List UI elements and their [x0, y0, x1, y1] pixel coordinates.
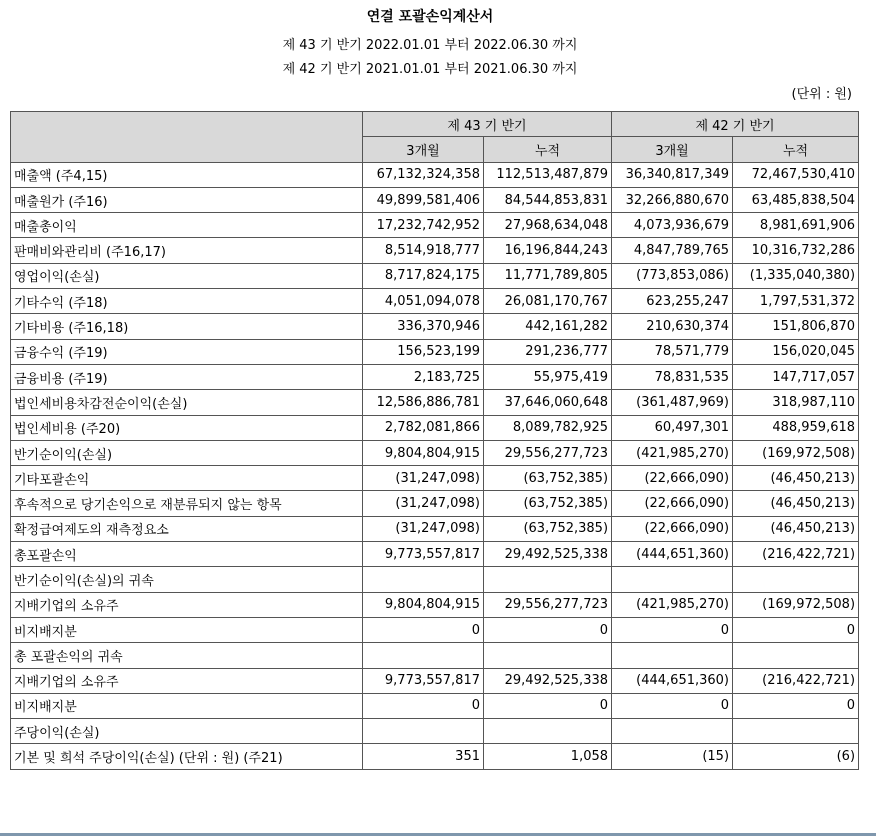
- row-value: 84,544,853,831: [484, 187, 612, 212]
- row-value: (31,247,098): [363, 516, 484, 541]
- row-value: 60,497,301: [612, 415, 733, 440]
- row-value: 0: [733, 693, 859, 718]
- row-value: 10,316,732,286: [733, 238, 859, 263]
- row-value: 8,089,782,925: [484, 415, 612, 440]
- row-value: 11,771,789,805: [484, 263, 612, 288]
- table-row: [11, 668, 859, 693]
- row-value: 29,492,525,338: [484, 668, 612, 693]
- row-value: 32,266,880,670: [612, 187, 733, 212]
- label-header-cell: [11, 112, 363, 163]
- row-value: [363, 567, 484, 592]
- row-value: 9,804,804,915: [363, 592, 484, 617]
- row-label: 반기순이익(손실): [11, 440, 363, 465]
- table-row: [11, 415, 859, 440]
- row-label: 지배기업의 소유주: [11, 668, 363, 693]
- row-value: 0: [612, 617, 733, 642]
- row-value: (46,450,213): [733, 516, 859, 541]
- row-value: 442,161,282: [484, 314, 612, 339]
- row-value: 151,806,870: [733, 314, 859, 339]
- row-value: 112,513,487,879: [484, 162, 612, 187]
- row-value: 36,340,817,349: [612, 162, 733, 187]
- row-value: (169,972,508): [733, 592, 859, 617]
- row-label: 판매비와관리비 (주16,17): [11, 238, 363, 263]
- row-value: [484, 719, 612, 744]
- table-row: [11, 364, 859, 389]
- table-row: [11, 719, 859, 744]
- row-value: (169,972,508): [733, 440, 859, 465]
- row-value: (31,247,098): [363, 491, 484, 516]
- row-value: 0: [484, 693, 612, 718]
- row-value: 8,981,691,906: [733, 213, 859, 238]
- row-label: 비지배지분: [11, 693, 363, 718]
- row-value: [363, 643, 484, 668]
- row-label: 확정급여제도의 재측정요소: [11, 516, 363, 541]
- unit-label: (단위 : 원): [791, 87, 852, 102]
- row-label: 후속적으로 당기손익으로 재분류되지 않는 항목: [11, 491, 363, 516]
- row-value: (444,651,360): [612, 542, 733, 567]
- row-value: [612, 567, 733, 592]
- table-row: [11, 162, 859, 187]
- row-value: 27,968,634,048: [484, 213, 612, 238]
- row-value: 29,492,525,338: [484, 542, 612, 567]
- row-value: 4,847,789,765: [612, 238, 733, 263]
- row-value: 1,797,531,372: [733, 289, 859, 314]
- row-value: 8,717,824,175: [363, 263, 484, 288]
- table-row: [11, 617, 859, 642]
- period-current: 제 43 기 반기 2022.01.01 부터 2022.06.30 까지: [282, 38, 578, 53]
- row-label: 매출원가 (주16): [11, 187, 363, 212]
- row-value: (63,752,385): [484, 466, 612, 491]
- row-value: (46,450,213): [733, 466, 859, 491]
- row-value: (444,651,360): [612, 668, 733, 693]
- statement-title: 연결 포괄손익계산서: [366, 9, 494, 25]
- row-value: (421,985,270): [612, 440, 733, 465]
- row-value: 9,773,557,817: [363, 668, 484, 693]
- row-label: 영업이익(손실): [11, 263, 363, 288]
- row-value: [363, 719, 484, 744]
- table-row: [11, 567, 859, 592]
- row-label: 금융수익 (주19): [11, 339, 363, 364]
- row-label: 기타수익 (주18): [11, 289, 363, 314]
- row-value: 37,646,060,648: [484, 390, 612, 415]
- row-value: 63,485,838,504: [733, 187, 859, 212]
- row-value: 9,773,557,817: [363, 542, 484, 567]
- row-value: (22,666,090): [612, 491, 733, 516]
- row-value: (1,335,040,380): [733, 263, 859, 288]
- row-value: 351: [363, 744, 484, 769]
- income-statement-table: [10, 111, 859, 770]
- row-value: 147,717,057: [733, 364, 859, 389]
- row-value: 78,571,779: [612, 339, 733, 364]
- row-value: (421,985,270): [612, 592, 733, 617]
- table-row: [11, 390, 859, 415]
- row-value: 0: [612, 693, 733, 718]
- row-value: [733, 567, 859, 592]
- row-label: 매출총이익: [11, 213, 363, 238]
- row-value: (22,666,090): [612, 466, 733, 491]
- sub-header-current-cum: 누적: [484, 137, 612, 162]
- row-value: (216,422,721): [733, 668, 859, 693]
- table-row: [11, 466, 859, 491]
- table-row: [11, 440, 859, 465]
- row-value: 29,556,277,723: [484, 440, 612, 465]
- row-label: 기타비용 (주16,18): [11, 314, 363, 339]
- table-row: [11, 339, 859, 364]
- table-row: [11, 213, 859, 238]
- period-prior: 제 42 기 반기 2021.01.01 부터 2021.06.30 까지: [282, 62, 578, 77]
- row-value: 49,899,581,406: [363, 187, 484, 212]
- row-value: 16,196,844,243: [484, 238, 612, 263]
- row-label: 비지배지분: [11, 617, 363, 642]
- row-value: 0: [363, 693, 484, 718]
- table-row: [11, 289, 859, 314]
- table-row: [11, 238, 859, 263]
- row-label: 법인세비용차감전순이익(손실): [11, 390, 363, 415]
- row-value: 78,831,535: [612, 364, 733, 389]
- row-label: 법인세비용 (주20): [11, 415, 363, 440]
- row-value: 67,132,324,358: [363, 162, 484, 187]
- row-value: 72,467,530,410: [733, 162, 859, 187]
- row-label: 금융비용 (주19): [11, 364, 363, 389]
- sub-header-current-3m: 3개월: [363, 137, 484, 162]
- table-row: [11, 693, 859, 718]
- table-row: [11, 263, 859, 288]
- row-value: 4,051,094,078: [363, 289, 484, 314]
- row-value: 2,782,081,866: [363, 415, 484, 440]
- row-value: (46,450,213): [733, 491, 859, 516]
- row-value: 0: [733, 617, 859, 642]
- table-row: [11, 516, 859, 541]
- row-value: 17,232,742,952: [363, 213, 484, 238]
- group-header-row: [11, 112, 859, 137]
- table-row: [11, 542, 859, 567]
- row-label: 기본 및 희석 주당이익(손실) (단위 : 원) (주21): [11, 744, 363, 769]
- row-value: 156,523,199: [363, 339, 484, 364]
- row-value: 156,020,045: [733, 339, 859, 364]
- row-value: (773,853,086): [612, 263, 733, 288]
- row-label: 기타포괄손익: [11, 466, 363, 491]
- row-value: 2,183,725: [363, 364, 484, 389]
- row-value: (216,422,721): [733, 542, 859, 567]
- row-value: [612, 643, 733, 668]
- row-label: 매출액 (주4,15): [11, 162, 363, 187]
- row-label: 주당이익(손실): [11, 719, 363, 744]
- row-value: (63,752,385): [484, 491, 612, 516]
- row-value: (63,752,385): [484, 516, 612, 541]
- row-value: [612, 719, 733, 744]
- row-label: 총 포괄손익의 귀속: [11, 643, 363, 668]
- row-value: 291,236,777: [484, 339, 612, 364]
- row-value: (6): [733, 744, 859, 769]
- table-row: [11, 491, 859, 516]
- row-value: (361,487,969): [612, 390, 733, 415]
- row-value: 55,975,419: [484, 364, 612, 389]
- group-header-current: 제 43 기 반기: [363, 112, 612, 137]
- row-value: 0: [363, 617, 484, 642]
- row-label: 지배기업의 소유주: [11, 592, 363, 617]
- sub-header-prior-3m: 3개월: [612, 137, 733, 162]
- row-value: 336,370,946: [363, 314, 484, 339]
- row-value: [733, 643, 859, 668]
- row-value: 488,959,618: [733, 415, 859, 440]
- row-value: 210,630,374: [612, 314, 733, 339]
- row-value: 0: [484, 617, 612, 642]
- group-header-prior: 제 42 기 반기: [612, 112, 859, 137]
- row-value: (31,247,098): [363, 466, 484, 491]
- row-label: 반기순이익(손실)의 귀속: [11, 567, 363, 592]
- row-value: 9,804,804,915: [363, 440, 484, 465]
- row-value: 29,556,277,723: [484, 592, 612, 617]
- row-value: [484, 567, 612, 592]
- row-value: 8,514,918,777: [363, 238, 484, 263]
- row-value: (15): [612, 744, 733, 769]
- row-value: 1,058: [484, 744, 612, 769]
- row-value: 26,081,170,767: [484, 289, 612, 314]
- table-row: [11, 314, 859, 339]
- sub-header-prior-cum: 누적: [733, 137, 859, 162]
- table-row: [11, 592, 859, 617]
- row-value: 12,586,886,781: [363, 390, 484, 415]
- row-value: 623,255,247: [612, 289, 733, 314]
- table-row: [11, 744, 859, 769]
- row-value: 4,073,936,679: [612, 213, 733, 238]
- row-value: (22,666,090): [612, 516, 733, 541]
- table-body: [11, 162, 859, 769]
- row-value: 318,987,110: [733, 390, 859, 415]
- row-label: 총포괄손익: [11, 542, 363, 567]
- row-value: [484, 643, 612, 668]
- table-row: [11, 187, 859, 212]
- row-value: [733, 719, 859, 744]
- table-row: [11, 643, 859, 668]
